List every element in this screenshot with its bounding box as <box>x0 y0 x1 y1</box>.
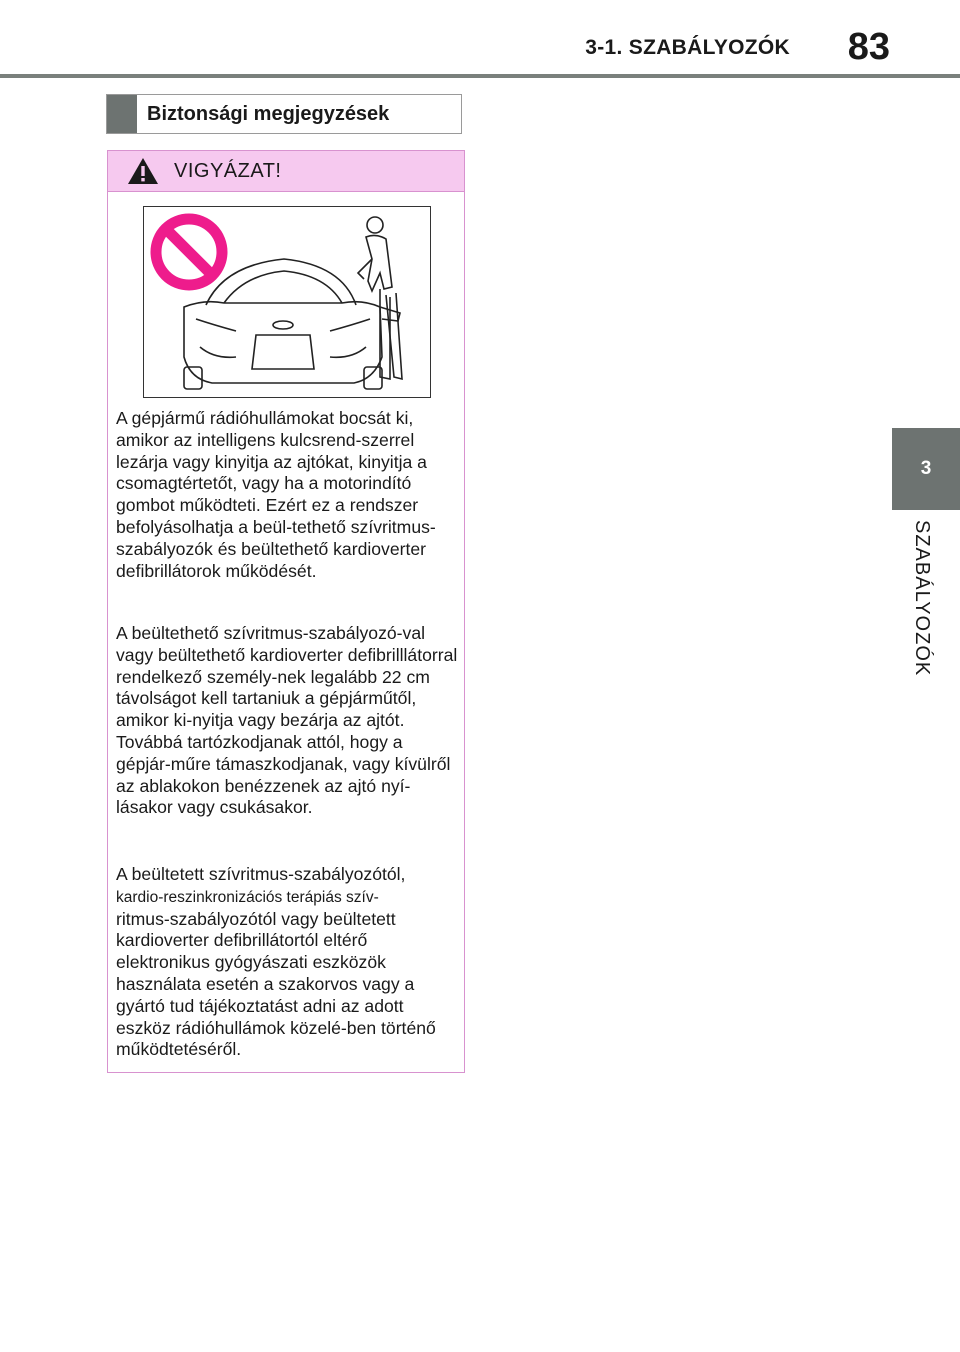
caution-paragraph-2: A beültethető szívritmus-szabályozó-val vagy beültethető kardioverter defibrilllátorral rendelkező személy-nek legalább 22 cm távolságot kell tartaniuk a gépjárműtől, amikor ki-nyitja vagy bezárja az ajtót. Továbbá tartózkodjanak attól, hogy a gépjár-műre támaszkodjanak, vagy kívülről az ablakokon benézzenek az ajtó nyí-lásakor vagy csukásakor. <box>116 623 458 818</box>
page-number: 83 <box>847 26 890 68</box>
chapter-side-label: SZABÁLYOZÓK <box>911 520 933 677</box>
header-title: 3-1. SZABÁLYOZÓK <box>585 36 790 59</box>
caution-paragraph-3 <box>116 864 462 1061</box>
caution-paragraph-3-rest: ritmus-szabályozótól vagy beültetett kardioverter defibrillátortól eltérő elektronikus gyógyászati eszközök használata esetén a szakorvos vagy a gyártó tud tájékoztatást adni az adott eszköz rádióhullámok közelé-ben történő működtetéséről. <box>116 908 436 1060</box>
caution-paragraph-3-line-1: A beültetett szívritmus-szabályozótól, <box>116 864 406 884</box>
caution-paragraph-3-line-2: kardio-reszinkronizációs terápiás szív- <box>116 888 379 906</box>
caution-label: VIGYÁZAT! <box>174 159 282 182</box>
header-divider <box>0 74 960 78</box>
section-heading <box>106 94 462 134</box>
chapter-tab[interactable]: 3 <box>892 428 960 510</box>
person-standing-icon <box>358 217 402 379</box>
section-heading-bar <box>107 95 137 133</box>
caution-paragraph-1: A gépjármű rádióhullámokat bocsát ki, amikor az intelligens kulcsrend-szerrel lezárja vagy kinyitja az ajtókat, kinyitja a csomagtértetőt, vagy ha a motorindító gombot működteti. Ezért ez a rendszer befolyásolhatja a beül-tethető szívritmus-szabályozók és beültethető kardioverter defibrillátorok működését. <box>116 408 436 581</box>
warning-triangle-icon <box>126 156 160 186</box>
car-proximity-illustration <box>143 206 431 398</box>
prohibition-sign-icon <box>156 219 222 285</box>
caution-header <box>108 151 464 192</box>
caution-box <box>107 150 465 1073</box>
section-heading-text: Biztonsági megjegyzések <box>147 102 390 125</box>
